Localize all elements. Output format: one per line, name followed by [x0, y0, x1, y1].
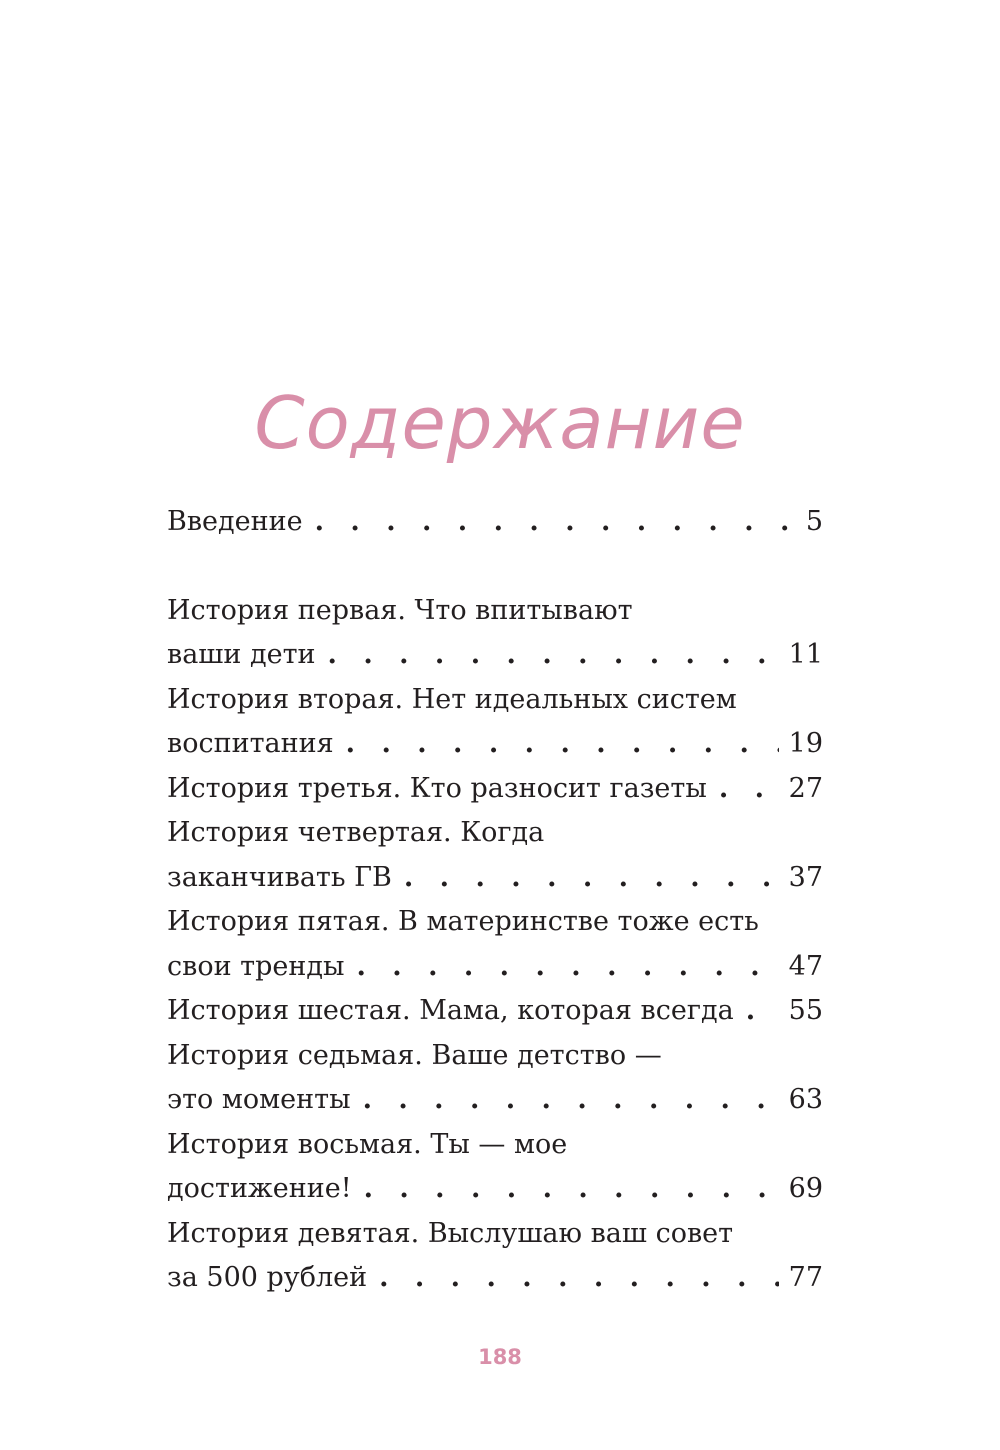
page-number: 188	[478, 1345, 522, 1369]
dot-leader	[346, 722, 779, 766]
toc-entry-title: за 500 рублей	[167, 1262, 368, 1293]
toc-entry-title-line[interactable]	[167, 1212, 823, 1256]
toc-entry-story-2[interactable]	[167, 722, 823, 766]
dot-leader	[363, 1078, 779, 1122]
table-of-contents	[167, 0, 823, 1450]
toc-page-number: 69	[788, 1173, 823, 1204]
toc-entry-title: свои тренды	[167, 951, 345, 982]
dot-leader	[328, 633, 779, 677]
toc-entry-title-line[interactable]	[167, 589, 823, 633]
toc-entry-title-line[interactable]	[167, 1034, 823, 1078]
toc-entry-title: это моменты	[167, 1084, 351, 1115]
dot-leader	[356, 945, 778, 989]
toc-entry-title: История третья. Кто разносит газеты	[167, 773, 707, 804]
toc-entry-story-9[interactable]	[167, 1256, 823, 1300]
dot-leader	[364, 1167, 779, 1211]
toc-page-number: 37	[788, 862, 823, 893]
toc-entry-story-7[interactable]	[167, 1078, 823, 1122]
dot-leader	[404, 856, 779, 900]
toc-entry-title-line[interactable]	[167, 900, 823, 944]
toc-page-number: 63	[788, 1084, 823, 1115]
toc-page-number: 55	[788, 995, 823, 1026]
dot-leader	[379, 1256, 779, 1300]
toc-entry-story-6[interactable]	[167, 989, 823, 1033]
dot-leader	[746, 989, 779, 1033]
toc-page-number: 77	[788, 1262, 823, 1293]
toc-entry-title: История девятая. Выслушаю ваш совет	[167, 1218, 734, 1249]
toc-entry-title: заканчивать ГВ	[167, 862, 392, 893]
dot-leader	[719, 767, 779, 811]
toc-entry-title: История седьмая. Ваше детство —	[167, 1040, 662, 1071]
toc-entry-title-line[interactable]	[167, 1123, 823, 1167]
toc-page-number: 19	[788, 728, 823, 759]
toc-entry-title: Введение	[167, 506, 303, 537]
toc-entry-title: История восьмая. Ты — мое	[167, 1129, 568, 1160]
toc-entry-story-3[interactable]	[167, 767, 823, 811]
toc-entry-title-line[interactable]	[167, 678, 823, 722]
toc-entry-story-8[interactable]	[167, 1167, 823, 1211]
toc-entry-title: воспитания	[167, 728, 334, 759]
toc-entry-title-line[interactable]	[167, 811, 823, 855]
toc-page-number: 27	[788, 773, 823, 804]
dot-leader	[315, 500, 796, 544]
toc-page-number: 5	[805, 506, 823, 537]
toc-entry-story-1[interactable]	[167, 633, 823, 677]
toc-entry-title: История шестая. Мама, которая всегда	[167, 995, 734, 1026]
contents-title: Содержание	[254, 381, 746, 465]
toc-entry-title: История пятая. В материнстве тоже есть	[167, 906, 759, 937]
toc-entry-introduction[interactable]	[167, 500, 823, 544]
toc-entry-story-4[interactable]	[167, 856, 823, 900]
toc-page-number: 47	[788, 951, 823, 982]
toc-entry-story-5[interactable]	[167, 945, 823, 989]
toc-entry-title: История четвертая. Когда	[167, 817, 545, 848]
toc-entry-title: ваши дети	[167, 639, 316, 670]
toc-entry-title: История вторая. Нет идеальных систем	[167, 684, 737, 715]
toc-entry-title: История первая. Что впитывают	[167, 595, 633, 626]
toc-entry-title: достижение!	[167, 1173, 352, 1204]
toc-page-number: 11	[788, 639, 823, 670]
